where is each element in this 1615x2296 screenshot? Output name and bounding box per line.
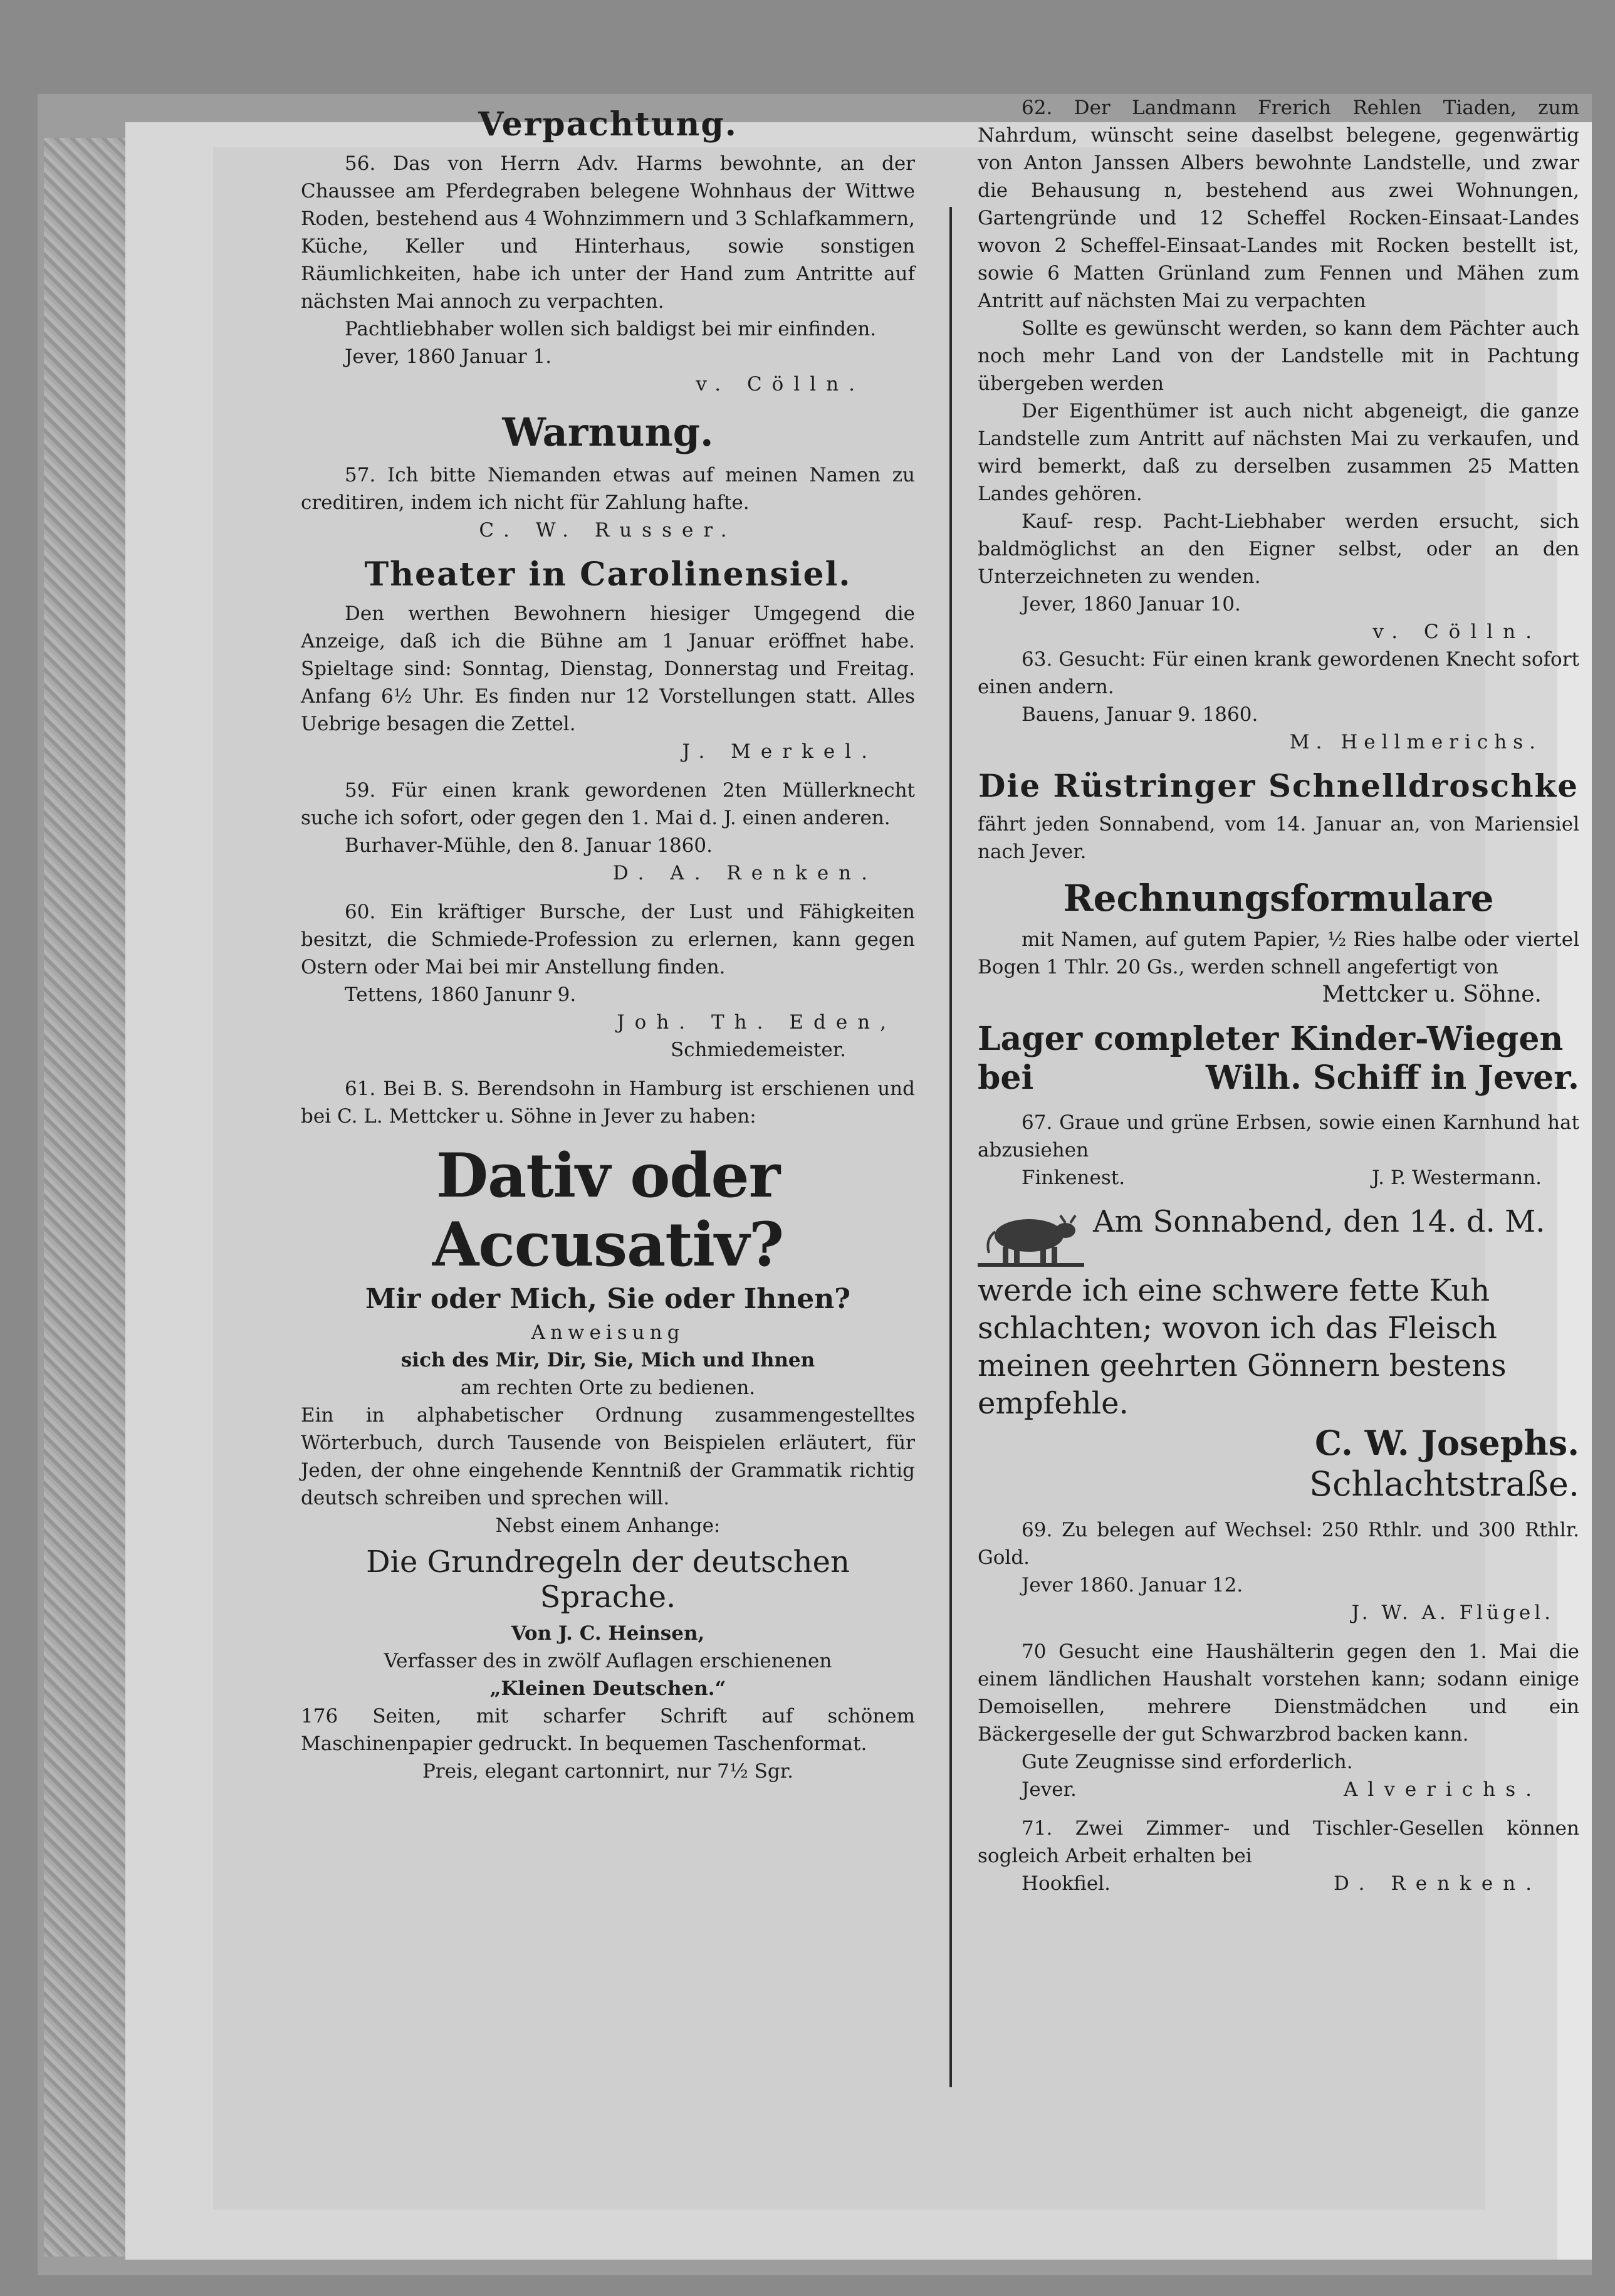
ad-signature: v. Cölln. xyxy=(1372,621,1542,643)
ad-text: 56. Das von Herrn Adv. Harms bewohnte, an der Chaussee am Pferdegraben belegene Wohnhaus der Wittwe Roden, bestehend aus 4 Wohnzimmern und 3 Schlafkammern, Küche, Keller und Hinterhaus, sowie sonstigen Räumlichkeiten, habe ich unter der Hand zum Antritte auf nächsten Mai annoch zu verpachten. xyxy=(301,152,915,313)
ad-signature: C. W. Josephs. xyxy=(1314,1423,1579,1463)
ad-text: 71. Zwei Zimmer- und Tischler-Gesellen können sogleich Arbeit erhalten bei xyxy=(978,1817,1579,1867)
book-author: Von J. C. Heinsen, xyxy=(511,1622,705,1645)
ad-place-date: Jever, 1860 Januar 10. xyxy=(1022,593,1241,616)
ad-text: 60. Ein kräftiger Bursche, der Lust und Fähigkeiten besitzt, die Schmiede-Profession zu erlernen, kann gegen Ostern oder Mai bei mir Anstellung finden. xyxy=(301,901,915,978)
ad-signature: J. P. Westermann. xyxy=(1372,1166,1542,1189)
ad-signature: D. A. Renken. xyxy=(612,862,877,884)
book-line: Verfasser des in zwölf Auflagen erschienenen xyxy=(384,1650,832,1672)
ad-place: Finkenest. xyxy=(1022,1166,1126,1189)
ad-book xyxy=(301,1075,915,1785)
ad-place-date: Tettens, 1860 Janunr 9. xyxy=(345,983,577,1006)
ad-signature: Wilh. Schiff in Jever. xyxy=(1206,1059,1579,1097)
ad-text: 59. Für einen krank gewordenen 2ten Müllerknecht suche ich sofort, oder gegen den 1. Mai d. J. einen anderen. xyxy=(301,779,915,829)
ad-place-date: Jever 1860. Januar 12. xyxy=(1022,1574,1243,1596)
ad-signature: Joh. Th. Eden, xyxy=(617,1011,896,1034)
ad-heading: Rechnungsformulare xyxy=(1063,877,1494,920)
ad-place-date: Bauens, Januar 9. 1860. xyxy=(1022,703,1258,726)
ad-text: Pachtliebhaber wollen sich baldigst bei mir einfinden. xyxy=(345,318,877,340)
ad-place-date: Jever, 1860 Januar 1. xyxy=(345,345,552,368)
ad-heading: Theater in Carolinensiel. xyxy=(364,555,852,594)
ad-text: mit Namen, auf gutem Papier, ½ Ries halbe oder viertel Bogen 1 Thlr. 20 Gs., werden schnell angefertigt von xyxy=(978,928,1579,978)
ad-knecht xyxy=(978,646,1579,756)
book-spine-edge xyxy=(44,138,138,2257)
ad-haushaelterin xyxy=(978,1638,1579,1803)
ad-place-date: Burhaver-Mühle, den 8. Januar 1860. xyxy=(345,834,713,857)
book-line: sich des Mir, Dir, Sie, Mich und Ihnen xyxy=(400,1349,815,1371)
ad-text: 70 Gesucht eine Haushälterin gegen den 1. Mai die einem ländlichen Haushalt vorstehen kann; sodann einige Demoisellen, mehrere Dienstmädchen und ein Bäckergeselle der gut Schwarzbrod backen kann. xyxy=(978,1640,1579,1746)
ad-place: Jever. xyxy=(1022,1778,1077,1801)
ad-theater xyxy=(301,555,915,765)
ad-verpachtung xyxy=(301,105,915,398)
ad-signature-title: Schmiedemeister. xyxy=(670,1039,846,1061)
ad-signature: C. W. Russer. xyxy=(479,519,737,542)
book-line: Anweisung xyxy=(531,1321,685,1344)
ad-warnung xyxy=(301,409,915,544)
ad-heading: Die Rüstringer Schnelldroschke xyxy=(978,767,1579,804)
ad-muellerknecht xyxy=(301,777,915,887)
ad-droschke xyxy=(978,767,1579,866)
ad-rechnungsformulare xyxy=(978,877,1579,1009)
right-column xyxy=(978,94,1579,1897)
book-appendix-title: Die Grundregeln der deutschen Sprache. xyxy=(366,1544,850,1615)
book-line: Nebst einem Anhange: xyxy=(495,1514,721,1537)
ad-signature: Alverichs. xyxy=(1344,1778,1542,1801)
column-rule xyxy=(949,207,952,2087)
book-line: Ein in alphabetischer Ordnung zusammengestelltes Wörterbuch, durch Tausende von Beispielen erläutert, für Jeden, der ohne eingehende Kenntniß der Grammatik richtig deutsch schreiben und sprechen will. xyxy=(301,1404,915,1509)
left-column xyxy=(301,94,915,1785)
ad-signature-address: Schlachtstraße. xyxy=(1309,1464,1579,1504)
ad-text: Der Eigenthümer ist auch nicht abgeneigt, die ganze Landstelle zum Antritt auf nächsten Mai zu verkaufen, und wird bemerkt, daß zu derselben zusammen 25 Matten Landes gehören. xyxy=(978,400,1579,505)
ad-text: Den werthen Bewohnern hiesiger Umgegend die Anzeige, daß ich die Bühne am 1 Januar eröffnet habe. Spieltage sind: Sonntag, Dienstag, Donnerstag und Freitag. Anfang 6½ Uhr. Es finden nur 12 Vorstellungen statt. Alles Uebrige besagen die Zettel. xyxy=(301,602,915,735)
ad-signature: Mettcker u. Söhne. xyxy=(1322,982,1542,1007)
ad-signature: J. Merkel. xyxy=(682,740,877,763)
ad-text: 62. Der Landmann Frerich Rehlen Tiaden, zum Nahrdum, wünscht seine daselbst belegene, gegenwärtig von Anton Janssen Albers bewohnte Landstelle, und zwar die Behausung n, bestehend aus zwei Wohnungen, Gartengründe und 12 Scheffel Rocken-Einsaat-Landes wovon 2 Scheffel-Einsaat-Landes mit Rocken bestellt ist, sowie 6 Matten Grünland zum Fennen und Mähen zum Antritt auf nächsten Mai zu verpachten xyxy=(978,97,1579,312)
ad-text: 57. Ich bitte Niemanden etwas auf meinen Namen zu creditiren, indem ich nicht für Zahlung hafte. xyxy=(301,464,915,514)
ad-erbsen xyxy=(978,1109,1579,1192)
ad-text: 61. Bei B. S. Berendsohn in Hamburg ist erschienen und bei C. L. Mettcker u. Söhne in Jever zu haben: xyxy=(301,1077,915,1128)
book-line: 176 Seiten, mit scharfer Schrift auf schönem Maschinenpapier gedruckt. In bequemen Taschenformat. xyxy=(301,1705,915,1755)
ad-wiegen xyxy=(978,1020,1579,1098)
ad-text: 67. Graue und grüne Erbsen, sowie einen Karnhund hat abzusiehen xyxy=(978,1111,1579,1161)
ad-signature: D. Renken. xyxy=(1333,1872,1542,1895)
ad-signature: M. Hellmerichs. xyxy=(1289,731,1542,753)
book-line: am rechten Orte zu bedienen. xyxy=(460,1376,756,1399)
ad-heading: Verpachtung. xyxy=(478,105,738,144)
ad-text: 63. Gesucht: Für einen krank gewordenen Knecht sofort einen andern. xyxy=(978,648,1579,698)
ad-gesellen xyxy=(978,1815,1579,1897)
ad-landstelle xyxy=(978,94,1579,646)
cow-icon xyxy=(978,1203,1084,1272)
book-line: „Kleinen Deutschen.“ xyxy=(489,1677,726,1700)
ad-heading: Warnung. xyxy=(502,409,714,455)
ad-schmied xyxy=(301,898,915,1064)
ad-schlachten xyxy=(978,1203,1579,1505)
ad-text: Am Sonnabend, den 14. d. M. werde ich eine schwere fette Kuh schlachten; wovon ich das Fleisch meinen geehrten Gönnern bestens empfehle. xyxy=(978,1204,1545,1421)
book-subtitle: Mir oder Mich, Sie oder Ihnen? xyxy=(365,1283,851,1315)
ad-text: bei xyxy=(978,1059,1034,1097)
ad-heading: Lager completer Kinder-Wiegen xyxy=(978,1020,1564,1058)
book-title: Dativ oder Accusativ? xyxy=(432,1140,784,1280)
ad-signature: v. Cölln. xyxy=(696,373,865,396)
ad-text: 69. Zu belegen auf Wechsel: 250 Rthlr. und 300 Rthlr. Gold. xyxy=(978,1519,1579,1569)
ad-wechsel xyxy=(978,1516,1579,1627)
ad-text: fährt jeden Sonnabend, vom 14. Januar an, von Mariensiel nach Jever. xyxy=(978,813,1579,863)
ad-place: Hookfiel. xyxy=(1022,1872,1111,1895)
book-price: Preis, elegant cartonnirt, nur 7½ Sgr. xyxy=(422,1760,793,1783)
ad-signature: J. W. A. Flügel. xyxy=(1351,1601,1554,1624)
ad-text: Kauf- resp. Pacht-Liebhaber werden ersucht, sich baldmöglichst an den Eigner selbst, oder an den Unterzeichneten zu wenden. xyxy=(978,510,1579,588)
ad-text: Sollte es gewünscht werden, so kann dem Pächter auch noch mehr Land von der Landstelle mit in Pachtung übergeben werden xyxy=(978,317,1579,395)
ad-text: Gute Zeugnisse sind erforderlich. xyxy=(1022,1751,1353,1773)
